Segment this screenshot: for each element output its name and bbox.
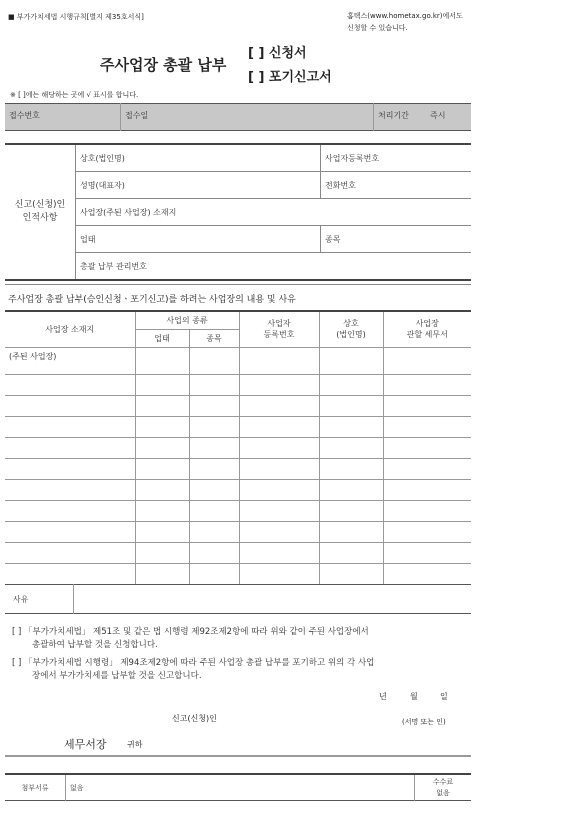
col-location: 사업장 소재지 xyxy=(5,311,135,347)
cell[interactable] xyxy=(189,500,239,521)
cell[interactable] xyxy=(239,563,319,584)
cell[interactable] xyxy=(319,542,383,563)
page-title: 주사업장 총괄 납부 xyxy=(100,56,227,74)
details-section-title: 주사업장 총괄 납부(승인신청ㆍ포기신고)를 하려는 사업장의 내용 및 사유 xyxy=(8,295,296,305)
field-trade-name[interactable]: 상호(법인명) xyxy=(76,144,321,172)
applicant-table xyxy=(5,143,471,281)
col-regno xyxy=(239,311,319,347)
cell[interactable] xyxy=(135,437,189,458)
cell[interactable] xyxy=(5,563,135,584)
cell[interactable] xyxy=(383,500,471,521)
col-kind-type: 업태 xyxy=(135,329,189,347)
cell[interactable] xyxy=(319,347,383,374)
col-tax-office xyxy=(383,311,471,347)
receipt-table xyxy=(5,103,471,131)
cell[interactable] xyxy=(383,416,471,437)
cell[interactable] xyxy=(239,479,319,500)
table-row xyxy=(5,479,471,500)
receipt-number: 접수번호 xyxy=(5,104,121,131)
reason-field[interactable] xyxy=(74,585,472,614)
cell[interactable] xyxy=(135,395,189,416)
fee-label: 수수료 xyxy=(432,777,454,786)
fee-cell xyxy=(415,774,472,801)
cell[interactable] xyxy=(5,374,135,395)
cell[interactable] xyxy=(383,395,471,416)
cell[interactable] xyxy=(135,479,189,500)
hometax-note-line1: 홈택스(www.hometax.go.kr)에서도 xyxy=(347,12,463,20)
attachments-value: 없음 xyxy=(66,774,415,801)
addressee-suffix: 귀하 xyxy=(127,740,143,749)
declaration-apply[interactable] xyxy=(12,626,472,652)
table-row xyxy=(5,542,471,563)
cell[interactable] xyxy=(319,395,383,416)
cell[interactable] xyxy=(135,347,189,374)
cell[interactable] xyxy=(5,500,135,521)
cell[interactable] xyxy=(383,563,471,584)
col-trade-name-line2: (법인명) xyxy=(336,330,366,340)
cell[interactable] xyxy=(383,374,471,395)
reason-table xyxy=(5,584,471,614)
cell[interactable] xyxy=(5,395,135,416)
table-row xyxy=(5,521,471,542)
field-mgmt-no[interactable]: 총괄 납부 관리번호 xyxy=(76,253,472,281)
option-renunciation[interactable]: [ ] 포기신고서 xyxy=(248,70,332,85)
table-row xyxy=(5,563,471,584)
cell[interactable] xyxy=(189,458,239,479)
cell[interactable] xyxy=(5,542,135,563)
cell[interactable] xyxy=(383,542,471,563)
first-row-label[interactable]: (주된 사업장) xyxy=(5,347,135,374)
table-row xyxy=(5,347,471,374)
reason-label: 사유 xyxy=(5,585,74,614)
cell[interactable] xyxy=(239,521,319,542)
option-application[interactable]: [ ] 신청서 xyxy=(248,46,307,61)
field-name[interactable]: 성명(대표자) xyxy=(76,172,321,199)
applicant-section-label: 신고(신청)인 인적사항 xyxy=(5,144,76,280)
cell[interactable] xyxy=(319,374,383,395)
table-row xyxy=(5,437,471,458)
table-row xyxy=(5,458,471,479)
cell[interactable] xyxy=(239,500,319,521)
field-address[interactable]: 사업장(주된 사업장) 소재지 xyxy=(76,199,472,226)
form-reference: ■ 부가가치세법 시행규칙[별지 제35호서식] xyxy=(8,13,144,21)
cell[interactable] xyxy=(319,521,383,542)
date-year: 년 xyxy=(379,692,387,701)
cell[interactable] xyxy=(319,458,383,479)
field-biz-reg-no[interactable]: 사업자등록번호 xyxy=(321,144,472,172)
cell[interactable] xyxy=(5,437,135,458)
hometax-note-line2: 신청할 수 있습니다. xyxy=(347,24,408,32)
date-day: 일 xyxy=(440,692,448,701)
col-trade-name-line1: 상호 xyxy=(343,319,359,329)
cell[interactable] xyxy=(319,479,383,500)
cell[interactable] xyxy=(135,521,189,542)
signer-label: 신고(신청)인 xyxy=(172,714,217,723)
cell[interactable] xyxy=(189,374,239,395)
cell[interactable] xyxy=(189,542,239,563)
cell[interactable] xyxy=(319,416,383,437)
cell[interactable] xyxy=(383,347,471,374)
cell[interactable] xyxy=(135,416,189,437)
cell[interactable] xyxy=(189,347,239,374)
col-trade-name xyxy=(319,311,383,347)
declaration-apply-line2: 총괄하여 납부할 것을 신청합니다. xyxy=(32,640,158,650)
declaration-renounce[interactable] xyxy=(12,657,472,683)
attachments-label: 첨부서류 xyxy=(5,774,66,801)
cell[interactable] xyxy=(239,416,319,437)
col-regno-line2: 등록번호 xyxy=(263,330,295,340)
cell[interactable] xyxy=(239,347,319,374)
cell[interactable] xyxy=(383,521,471,542)
date-month: 월 xyxy=(410,692,418,701)
tax-office-head: 세무서장 xyxy=(64,738,107,751)
cell[interactable] xyxy=(383,479,471,500)
cell[interactable] xyxy=(5,479,135,500)
receipt-date: 접수일 xyxy=(121,104,374,131)
cell[interactable] xyxy=(189,521,239,542)
table-row xyxy=(5,395,471,416)
cell[interactable] xyxy=(239,458,319,479)
cell[interactable] xyxy=(135,458,189,479)
processing-period-value: 즉시 xyxy=(430,111,446,120)
cell[interactable] xyxy=(239,542,319,563)
field-phone[interactable]: 전화번호 xyxy=(321,172,472,199)
cell[interactable] xyxy=(189,416,239,437)
declaration-renounce-line2: 장에서 부가가치세를 납부할 것을 신고합니다. xyxy=(32,671,202,681)
declaration-apply-line1: [ ] 「부가가치세법」 제51조 및 같은 법 시행령 제92조제2항에 따라 위와 같이 주된 사업장에서 xyxy=(12,627,369,637)
cell[interactable] xyxy=(135,542,189,563)
cell[interactable] xyxy=(189,563,239,584)
cell[interactable] xyxy=(135,374,189,395)
hometax-note xyxy=(347,10,463,34)
cell[interactable] xyxy=(319,500,383,521)
declaration-renounce-line1: [ ] 「부가가치세법 시행령」 제94조제2항에 따라 주된 사업장 총괄 납부를 포기하고 위의 각 사업 xyxy=(12,658,375,668)
cell[interactable] xyxy=(383,437,471,458)
cell[interactable] xyxy=(383,458,471,479)
check-note: ※ [ ]에는 해당하는 곳에 √ 표시를 합니다. xyxy=(10,91,139,99)
sign-note: (서명 또는 인) xyxy=(402,718,446,726)
cell[interactable] xyxy=(135,500,189,521)
table-row xyxy=(5,374,471,395)
field-biz-item[interactable]: 종목 xyxy=(321,226,472,253)
cell[interactable] xyxy=(189,479,239,500)
cell[interactable] xyxy=(189,395,239,416)
cell[interactable] xyxy=(5,458,135,479)
table-row xyxy=(5,416,471,437)
bottom-divider xyxy=(5,755,471,757)
col-tax-office-line2: 관할 세무서 xyxy=(406,330,448,340)
cell[interactable] xyxy=(5,521,135,542)
cell[interactable] xyxy=(5,416,135,437)
col-tax-office-line1: 사업장 xyxy=(415,319,439,329)
cell[interactable] xyxy=(239,374,319,395)
processing-period-label: 처리기간 xyxy=(378,111,409,120)
cell[interactable] xyxy=(189,437,239,458)
attachments-table xyxy=(5,773,471,801)
fee-value: 없음 xyxy=(436,788,450,797)
field-biz-type[interactable]: 업태 xyxy=(76,226,321,253)
col-regno-line1: 사업자 xyxy=(267,319,291,329)
col-kind: 사업의 종류 xyxy=(135,311,239,329)
business-details-table xyxy=(5,310,471,585)
cell[interactable] xyxy=(135,563,189,584)
cell[interactable] xyxy=(319,437,383,458)
col-kind-item: 종목 xyxy=(189,329,239,347)
section-divider xyxy=(5,284,471,285)
cell[interactable] xyxy=(319,563,383,584)
cell[interactable] xyxy=(239,437,319,458)
cell[interactable] xyxy=(239,395,319,416)
table-row xyxy=(5,500,471,521)
